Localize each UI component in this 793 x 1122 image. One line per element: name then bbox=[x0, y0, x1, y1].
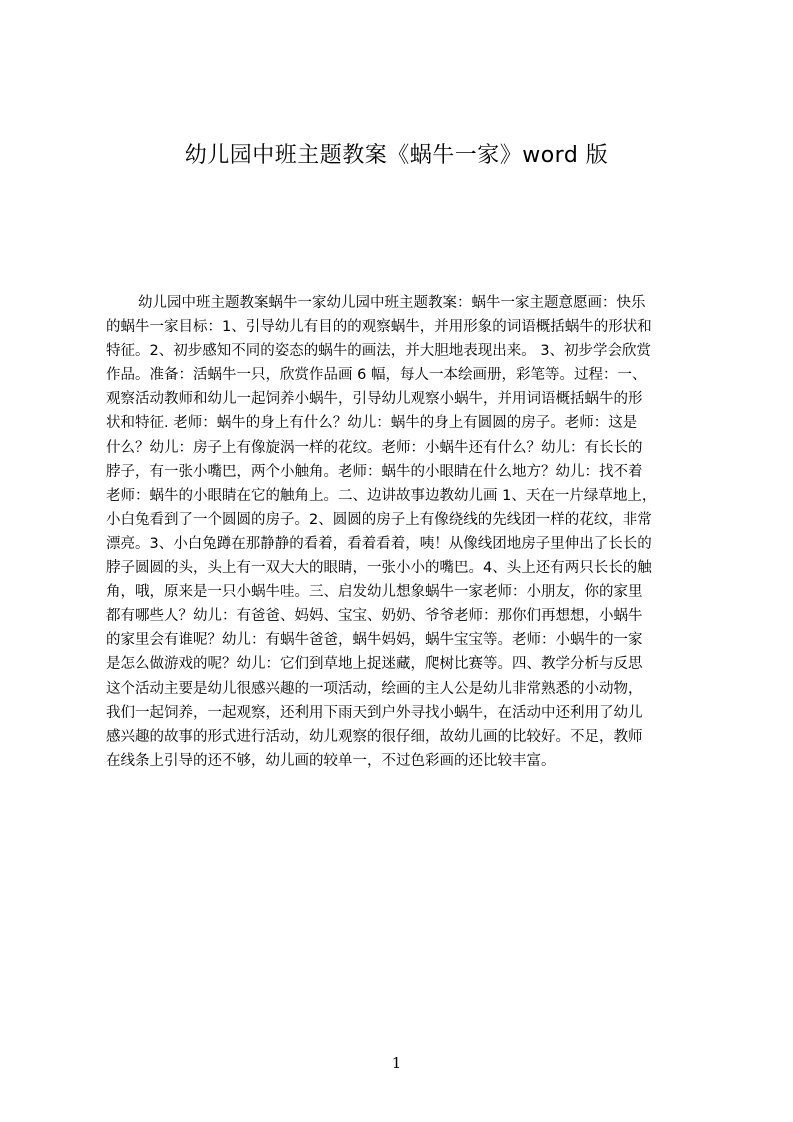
body-line: 都有哪些人？幼儿：有爸爸、妈妈、宝宝、奶奶、爷爷老师：那你们再想想，小蜗牛 bbox=[106, 608, 643, 625]
body-line: 在线条上引导的还不够，幼儿画的较单一，不过色彩画的还比较丰富。 bbox=[106, 752, 556, 769]
body-line: 作品。准备：活蜗牛一只，欣赏作品画 6 幅，每人一本绘画册，彩笔等。过程：一、 bbox=[106, 367, 647, 384]
body-line: 角，哦，原来是一只小蜗牛哇。三、启发幼儿想象蜗牛一家老师：小朋友，你的家里 bbox=[106, 584, 643, 601]
page-number: 1 bbox=[391, 1054, 402, 1072]
body-line: 什么？幼儿：房子上有像旋涡一样的花纹。老师：小蜗牛还有什么？幼儿：有长长的 bbox=[106, 439, 643, 456]
body-line: 这个活动主要是幼儿很感兴趣的一项活动，绘画的主人公是幼儿非常熟悉的小动物， bbox=[106, 680, 643, 697]
body-line: 幼儿园中班主题教案蜗牛一家幼儿园中班主题教案：蜗牛一家主题意愿画：快乐 bbox=[138, 295, 646, 311]
body-line: 观察活动教师和幼儿一起饲养小蜗牛，引导幼儿观察小蜗牛，并用词语概括蜗牛的形 bbox=[106, 391, 643, 408]
body-line: 老师：蜗牛的小眼睛在它的触角上。二、边讲故事边教幼儿画 1、天在一片绿草地上， bbox=[106, 487, 657, 504]
body-line: 状和特征. 老师：蜗牛的身上有什么？幼儿：蜗牛的身上有圆圆的房子。老师：这是 bbox=[106, 415, 638, 432]
body-line: 小白兔看到了一个圆圆的房子。2、圆圆的房子上有像绕线的先线团一样的花纹，非常 bbox=[106, 511, 652, 528]
body-line: 的家里会有谁呢？幼儿：有蜗牛爸爸，蜗牛妈妈，蜗牛宝宝等。老师：小蜗牛的一家 bbox=[106, 632, 643, 649]
body-line: 是怎么做游戏的呢？幼儿：它们到草地上捉迷藏，爬树比赛等。四、教学分析与反思 bbox=[106, 656, 643, 673]
body-line: 脖子，有一张小嘴巴，两个小触角。老师：蜗牛的小眼睛在什么地方？幼儿：找不着 bbox=[106, 463, 643, 480]
body-line: 脖子圆圆的头，头上有一双大大的眼睛，一张小小的嘴巴。4、头上还有两只长长的触 bbox=[106, 560, 652, 577]
document-title: 幼儿园中班主题教案《蜗牛一家》word 版 bbox=[184, 143, 609, 168]
body-line: 特征。2、初步感知不同的姿态的蜗牛的画法，并大胆地表现出来。 3、初步学会欣赏 bbox=[106, 343, 652, 360]
body-line: 漂亮。3、小白兔蹲在那静静的看着，看着看着，咦！从像线团地房子里伸出了长长的 bbox=[106, 535, 652, 552]
body-line: 我们一起饲养，一起观察，还利用下雨天到户外寻找小蜗牛，在活动中还利用了幼儿 bbox=[106, 704, 643, 721]
body-line: 的蜗牛一家目标：1、引导幼儿有目的的观察蜗牛，并用形象的词语概括蜗牛的形状和 bbox=[106, 319, 652, 336]
body-line: 感兴趣的故事的形式进行活动，幼儿观察的很仔细，故幼儿画的比较好。不足，教师 bbox=[106, 728, 643, 745]
body-text bbox=[106, 291, 698, 831]
